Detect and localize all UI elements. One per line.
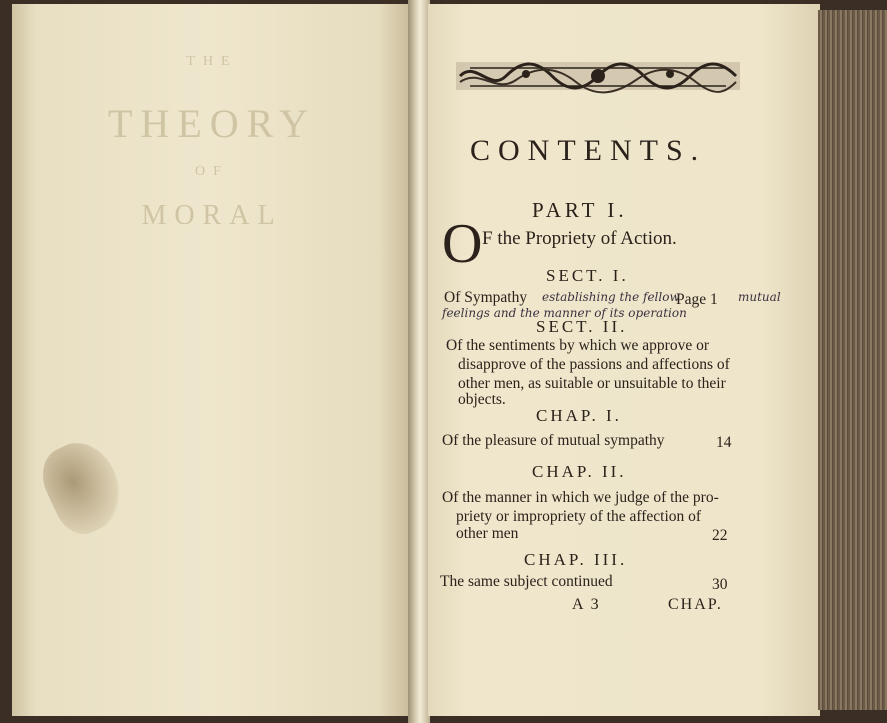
- page-edges: [818, 10, 887, 710]
- handwritten-note: feelings and the manner of its operation: [442, 306, 687, 320]
- showthrough-text: MORAL: [141, 200, 283, 231]
- entry-line: priety or impropriety of the affection of: [456, 508, 702, 525]
- chapter-heading: CHAP. II.: [532, 462, 627, 481]
- signature-mark: A 3: [572, 596, 601, 613]
- handwritten-note: establishing the fellow: [542, 290, 680, 304]
- showthrough-text: THE: [186, 54, 238, 69]
- entry-line: objects.: [458, 391, 506, 408]
- showthrough-text: THEORY: [108, 101, 316, 146]
- left-page: [12, 4, 410, 716]
- entry-line: other men, as suitable or unsuitable to their: [458, 375, 726, 392]
- right-page: [428, 4, 820, 716]
- section-heading: SECT. I.: [546, 266, 629, 285]
- entry-line: disapprove of the passions and affections of: [458, 356, 730, 373]
- page-title: CONTENTS.: [470, 134, 707, 167]
- entry-text: The same subject continued: [440, 573, 613, 590]
- ornament-headpiece: [456, 58, 740, 94]
- drop-cap: O: [442, 213, 483, 275]
- stain: [32, 431, 133, 542]
- showthrough-text: OF: [195, 164, 229, 179]
- chapter-heading: CHAP. I.: [536, 406, 622, 425]
- handwritten-note: mutual: [738, 290, 781, 304]
- entry-line: Of the manner in which we judge of the pro-: [442, 489, 719, 506]
- section-heading: SECT. II.: [536, 317, 628, 336]
- part-title: F the Propriety of Action.: [482, 228, 677, 249]
- page-number: 30: [712, 576, 728, 593]
- gutter: [408, 0, 430, 723]
- page-label: Page 1: [676, 291, 718, 308]
- catchword: CHAP.: [668, 596, 723, 613]
- chapter-heading: CHAP. III.: [524, 550, 628, 569]
- entry-text: Of Sympathy: [444, 289, 528, 306]
- page-number: 14: [716, 434, 732, 451]
- entry-text: Of the pleasure of mutual sympathy: [442, 432, 665, 449]
- entry-line: Of the sentiments by which we approve or: [446, 337, 710, 354]
- part-heading: PART I.: [532, 198, 628, 222]
- entry-line: other men: [456, 525, 519, 542]
- page-number: 22: [712, 527, 728, 544]
